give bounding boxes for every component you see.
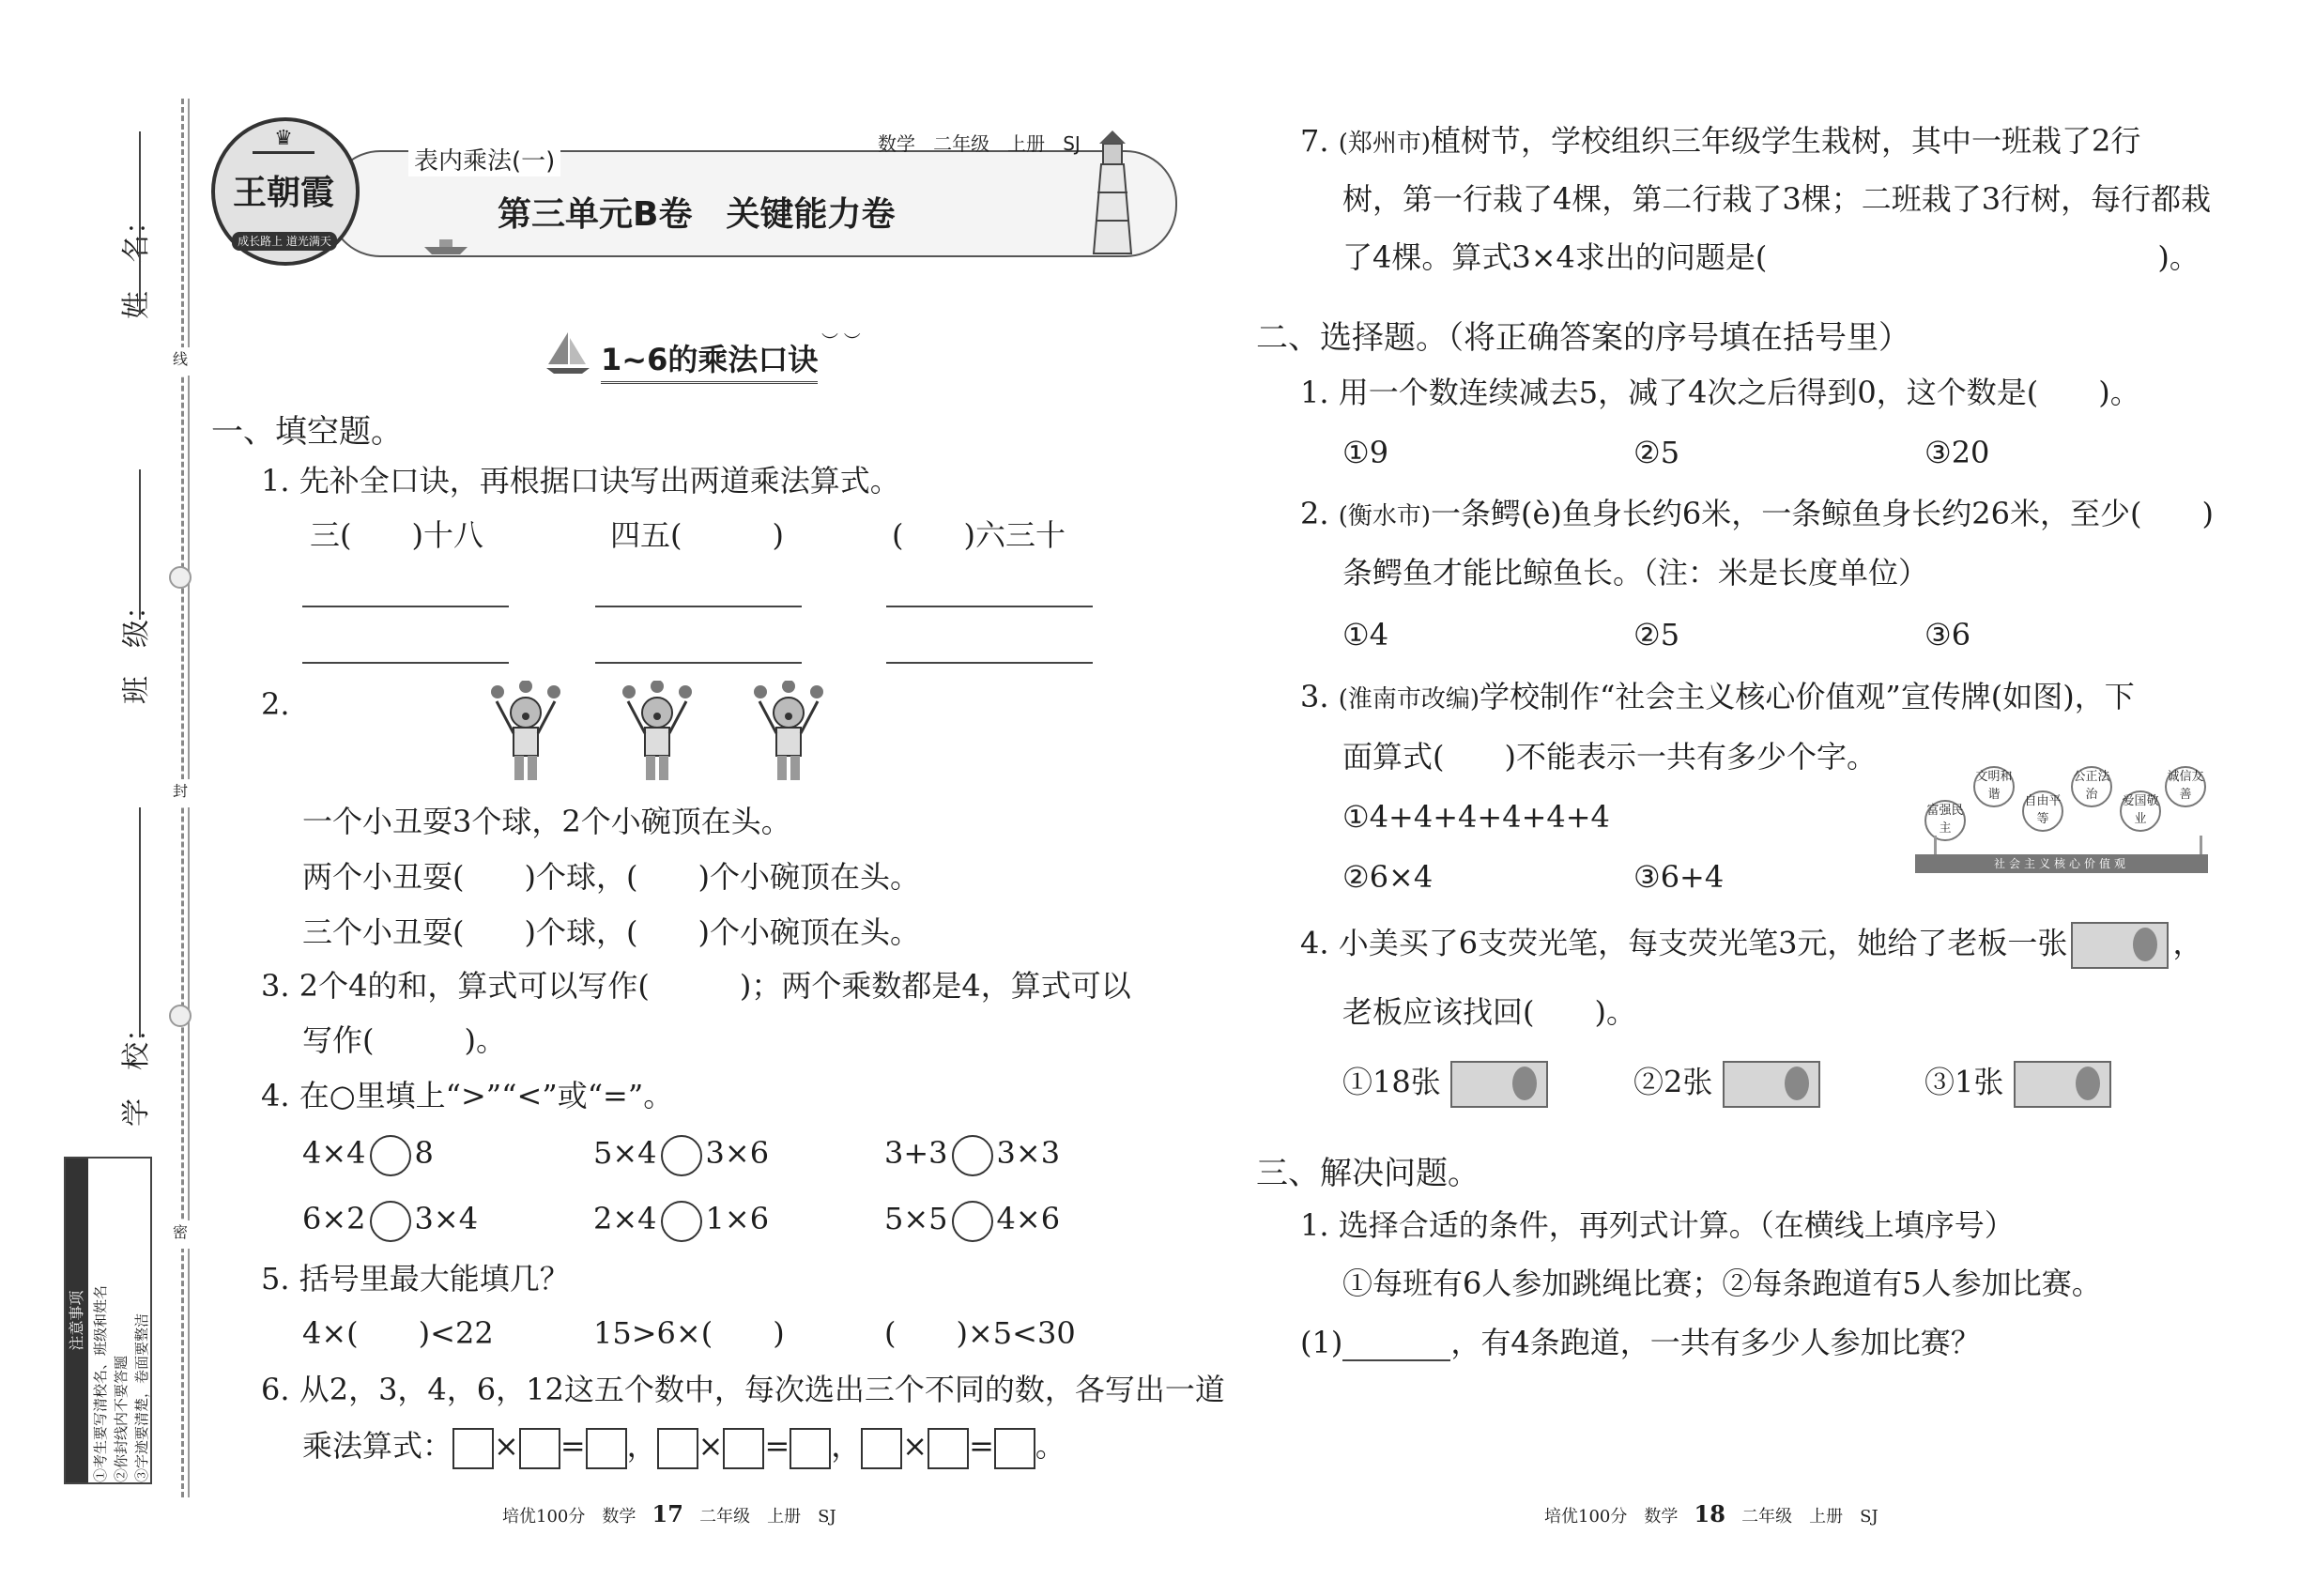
board-sign-2: 文明和谐: [1973, 766, 2015, 807]
header-banner: [207, 117, 1183, 268]
q2-line-1: 一个小丑耍3个球，2个小碗顶在头。: [302, 804, 791, 839]
c1-option-2[interactable]: ②5: [1633, 435, 1680, 470]
section-3-heading: 三、解决问题。: [1256, 1155, 1480, 1192]
crown-icon: ♛: [253, 129, 314, 154]
q1-answer-line-2b[interactable]: [595, 662, 802, 664]
q7-line-1: 7. (郑州市)植树节，学校组织三年级学生栽树，其中一班栽了2行: [1300, 123, 2141, 159]
board-sign-4: 公正法治: [2071, 766, 2112, 807]
birds-icon: ︶ ︶: [821, 332, 861, 352]
c1-stem[interactable]: 1. 用一个数连续减去5，减了4次之后得到0，这个数是( )。: [1300, 375, 2140, 410]
q6-box[interactable]: [928, 1428, 969, 1469]
c3-option-1[interactable]: ①4+4+4+4+4+4: [1342, 799, 1610, 835]
compare-circle[interactable]: [952, 1201, 993, 1242]
q4-item-2[interactable]: 5×4 3×6: [593, 1134, 769, 1176]
q1-blank-2[interactable]: 四五( ): [610, 517, 784, 553]
notice-box: [64, 1157, 152, 1484]
c3-option-3[interactable]: ③6+4: [1633, 859, 1725, 895]
q4-item-3[interactable]: 3+3 3×3: [884, 1134, 1060, 1176]
class-label: 班 级：: [120, 591, 153, 704]
board-posts: [1934, 836, 2202, 854]
q1-answer-line-1a[interactable]: [302, 606, 509, 607]
c3-line-1: 3. (淮南市改编)学校制作“社会主义核心价值观”宣传牌(如图)，下: [1300, 679, 2135, 714]
right-footer: [1544, 1500, 1878, 1527]
paper-title: 第三单元B卷 关键能力卷: [498, 195, 896, 234]
c4-option-1[interactable]: ①18张: [1342, 1061, 1548, 1108]
footer-right-pre: 培优100分 数学: [1544, 1507, 1679, 1527]
q6-box[interactable]: [861, 1428, 902, 1469]
meta-volume: 上册: [1007, 132, 1046, 155]
footer-left-post: 二年级 上册 SJ: [699, 1507, 836, 1527]
subject-meta: [878, 129, 1081, 156]
lighthouse-icon: [1084, 127, 1141, 258]
q5-item-1[interactable]: 4×( )<22: [302, 1315, 494, 1351]
c2-tag: (衡水市): [1338, 502, 1431, 530]
compare-circle[interactable]: [370, 1201, 411, 1242]
q5-item-2[interactable]: 15>6×( ): [593, 1315, 785, 1351]
clown-figure-3: [746, 681, 831, 784]
banknote-5-icon: [1723, 1061, 1820, 1108]
board-sign-5: 爱国敬业: [2120, 790, 2161, 832]
q5-stem: 5. 括号里最大能填几？: [261, 1261, 570, 1297]
footer-left-pre: 培优100分 数学: [502, 1507, 636, 1527]
boat-icon: [422, 238, 469, 256]
page-number-17: 17: [652, 1500, 683, 1527]
meta-grade: 二年级: [933, 132, 990, 155]
meta-subject: 数学: [878, 132, 915, 155]
notice-title: 注意事项: [66, 1159, 88, 1482]
q1-answer-line-3b[interactable]: [886, 662, 1093, 664]
q2-line-3[interactable]: 三个小丑耍( )个球，( )个小碗顶在头。: [302, 914, 920, 950]
q1-blank-3[interactable]: ( )六三十: [892, 517, 1066, 553]
compare-circle[interactable]: [952, 1135, 993, 1176]
q1-blank-1[interactable]: 三( )十八: [310, 517, 483, 553]
compare-circle[interactable]: [370, 1135, 411, 1176]
q6-box[interactable]: [586, 1428, 627, 1469]
class-field[interactable]: [139, 469, 141, 620]
footer-right-post: 二年级 上册 SJ: [1741, 1507, 1878, 1527]
school-label: 学 校：: [120, 1014, 153, 1127]
c2-line-2: 条鳄鱼才能比鲸鱼长。（注：米是长度单位）: [1342, 555, 1929, 591]
q6-box[interactable]: [657, 1428, 698, 1469]
q4-item-6[interactable]: 5×5 4×6: [884, 1200, 1060, 1242]
q6-line-1: 6. 从2，3，4，6，12这五个数中，每次选出三个不同的数，各写出一道: [261, 1372, 1225, 1407]
c2-option-1[interactable]: ①4: [1342, 617, 1389, 652]
c1-option-1[interactable]: ①9: [1342, 435, 1389, 470]
cut-mark-1: 线: [170, 347, 191, 376]
s1-sub-1[interactable]: (1) ，有4条跑道，一共有多少人参加比赛？: [1300, 1325, 1981, 1360]
s1-sub-blank[interactable]: [1342, 1331, 1450, 1361]
page-number-18: 18: [1694, 1500, 1725, 1527]
q2-line-2[interactable]: 两个小丑耍( )个球，( )个小碗顶在头。: [302, 859, 920, 895]
cut-mark-3: 密: [170, 1220, 191, 1249]
q1-answer-line-2a[interactable]: [595, 606, 802, 607]
board-sign-6: 诚信友善: [2165, 766, 2206, 807]
q1-answer-line-1b[interactable]: [302, 662, 509, 664]
q5-item-3[interactable]: ( )×5<30: [884, 1315, 1076, 1351]
q6-box[interactable]: [723, 1428, 764, 1469]
brand-slogan: 成长路上 道光满天: [232, 232, 337, 251]
name-field[interactable]: [139, 131, 141, 315]
notice-item-3: ③字迹要清楚，卷面要整洁: [133, 1312, 150, 1482]
c4-option-3[interactable]: ③1张: [1924, 1061, 2111, 1108]
board-caption: 社会主义核心价值观: [1915, 854, 2208, 873]
clown-figure-1: [483, 681, 568, 784]
notice-item-1: ①考生要写清校名、班级和姓名: [92, 1284, 109, 1482]
section-2-heading: 二、选择题。（将正确答案的序号填在括号里）: [1256, 319, 1910, 357]
values-board-figure: [1915, 760, 2211, 882]
brand-logo: [211, 117, 360, 266]
board-sign-3: 自由平等: [2022, 790, 2063, 832]
c2-option-2[interactable]: ②5: [1633, 617, 1680, 652]
board-sign-1: 富强民主: [1924, 800, 1966, 841]
q4-item-4[interactable]: 6×2 3×4: [302, 1200, 478, 1242]
q2-number: 2.: [261, 686, 290, 722]
banknote-10-icon: [2014, 1061, 2111, 1108]
q6-box[interactable]: [790, 1428, 831, 1469]
binding-strip: [0, 0, 197, 1596]
notice-item-2: ②你封线内不要答题: [113, 1355, 130, 1482]
c4-option-2[interactable]: ②2张: [1633, 1061, 1820, 1108]
banknote-1-icon: [1450, 1061, 1548, 1108]
q3-line-2[interactable]: 写作( )。: [302, 1022, 506, 1058]
banknote-20-icon: [2071, 922, 2169, 969]
sailboat-icon: [544, 330, 591, 376]
c3-tag: (淮南市改编): [1338, 685, 1480, 714]
compare-circle[interactable]: [661, 1135, 702, 1176]
q6-line-2[interactable]: 乘法算式： × = ， × = ， × = 。: [302, 1427, 1066, 1469]
q1-answer-line-3a[interactable]: [886, 606, 1093, 607]
q4-stem: 4. 在○里填上“>”“<”或“=”。: [261, 1078, 674, 1113]
q6-box[interactable]: [452, 1428, 494, 1469]
q7-tag: (郑州市): [1338, 130, 1431, 158]
c2-line-1[interactable]: 2. (衡水市)一条鳄(è)鱼身长约6米，一条鲸鱼身长约26米，至少( ): [1300, 496, 2214, 531]
cut-mark-2: 封: [170, 779, 191, 807]
q6-box[interactable]: [994, 1428, 1035, 1469]
name-label: 姓 名：: [120, 207, 153, 319]
hole-mark-1: [169, 566, 192, 589]
c1-option-3[interactable]: ③20: [1924, 435, 1990, 470]
s1-conditions: ①每班有6人参加跳绳比赛；②每条跑道有5人参加比赛。: [1342, 1266, 2102, 1301]
q7-line-3[interactable]: 了4棵。算式3×4求出的问题是( )。: [1342, 239, 2200, 275]
topic-title: 1~6的乘法口诀: [601, 336, 818, 384]
chapter-label: 表内乘法(一): [408, 142, 560, 176]
section-1-heading: 一、填空题。: [211, 413, 403, 451]
c4-line-1: 4. 小美买了6支荧光笔，每支荧光笔3元，她给了老板一张 ，: [1300, 922, 2202, 969]
s1-stem: 1. 选择合适的条件，再列式计算。（在横线上填序号）: [1300, 1207, 2015, 1243]
clown-figure-2: [615, 681, 699, 784]
brand-name: 王朝霞: [232, 173, 334, 212]
c4-line-2[interactable]: 老板应该找回( )。: [1342, 994, 1636, 1030]
c3-line-2[interactable]: 面算式( )不能表示一共有多少个字。: [1342, 739, 1877, 775]
c3-option-2[interactable]: ②6×4: [1342, 859, 1434, 895]
meta-edition: SJ: [1063, 132, 1081, 155]
compare-circle[interactable]: [661, 1201, 702, 1242]
q6-box[interactable]: [519, 1428, 560, 1469]
q4-item-1[interactable]: 4×4 8: [302, 1134, 434, 1176]
q4-item-5[interactable]: 2×4 1×6: [593, 1200, 769, 1242]
q7-line-2: 树，第一行栽了4棵，第二行栽了3棵；二班栽了3行树，每行都栽: [1342, 181, 2212, 217]
q3-line-1[interactable]: 3. 2个4的和，算式可以写作( )；两个乘数都是4，算式可以: [261, 968, 1131, 1004]
hole-mark-2: [169, 1005, 192, 1027]
c2-option-3[interactable]: ③6: [1924, 617, 1971, 652]
q1-stem: 1. 先补全口诀，再根据口诀写出两道乘法算式。: [261, 463, 900, 499]
school-field[interactable]: [139, 807, 141, 1037]
left-footer: [502, 1500, 836, 1527]
